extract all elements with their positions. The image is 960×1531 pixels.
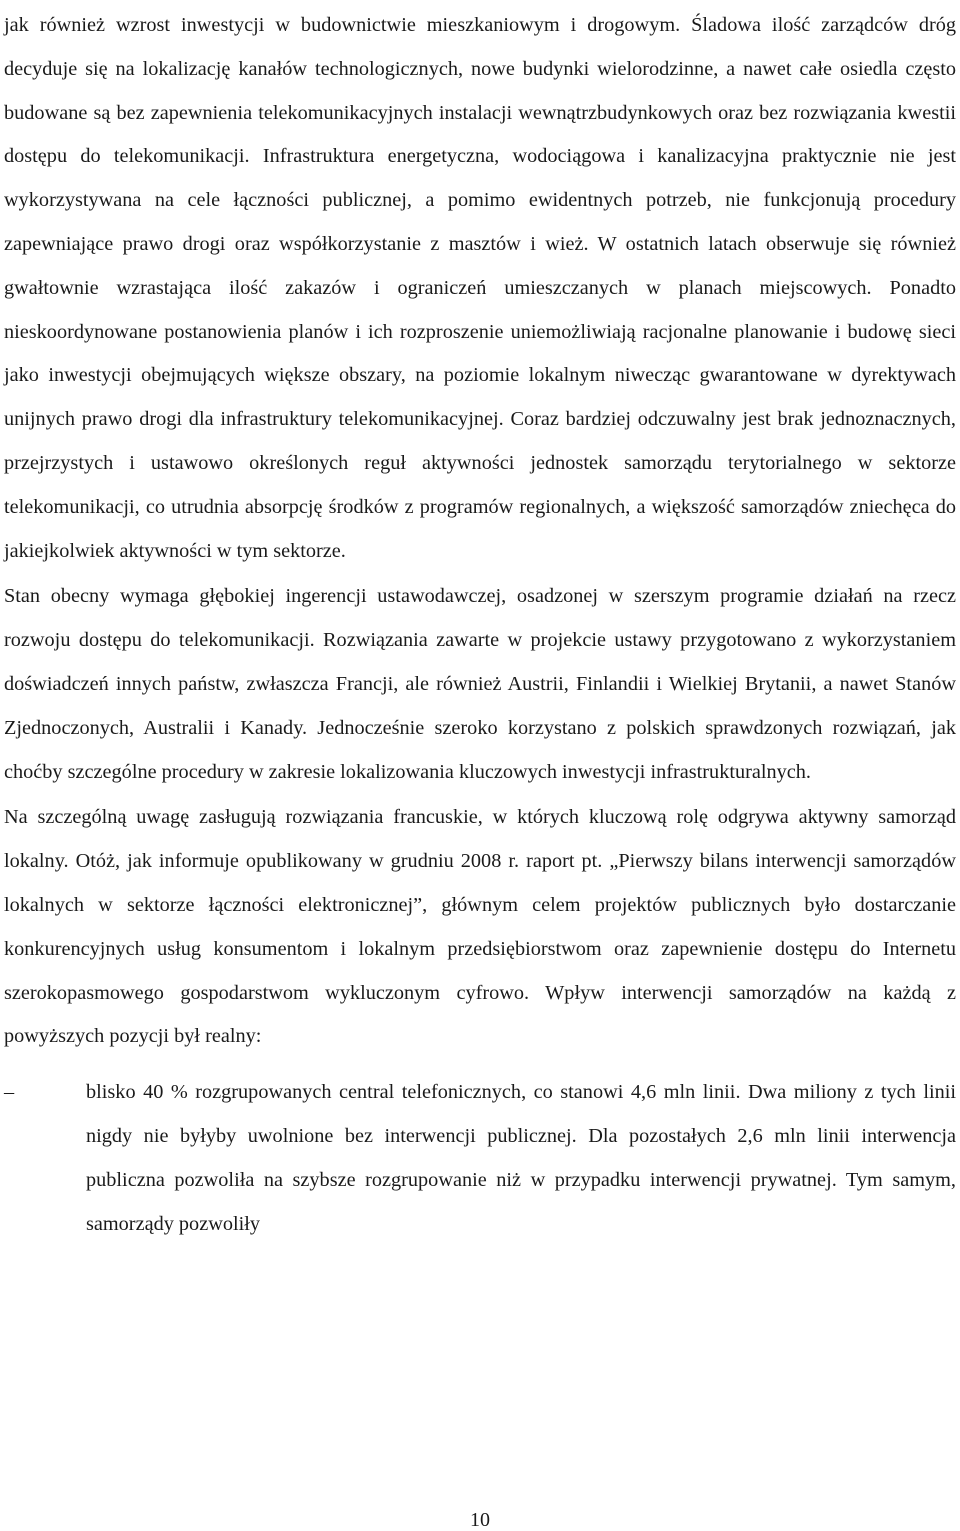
list-item-text: blisko 40 % rozgrupowanych central telefonicznych, co stanowi 4,6 mln linii. Dwa miliony z tych linii nigdy nie byłyby uwolnione bez interwencji publicznej. Dla pozostałych 2,6 mln linii interwencja publiczna pozwoliła na szybsze rozgrupowanie niż w przypadku interwencji prywatnej. Tym samym, samorządy pozwoliły [86, 1081, 956, 1235]
list-item [4, 1071, 956, 1246]
paragraph: Na szczególną uwagę zasługują rozwiązania francuskie, w których kluczową rolę odgrywa aktywny samorząd lokalny. Otóż, jak informuje opublikowany w grudniu 2008 r. raport pt. „Pierwszy bilans interwencji samorządów lokalnych w sektorze łączności elektronicznej”, głównym celem projektów publicznych było dostarczanie konkurencyjnych usług konsumentom i lokalnym przedsiębiorstwom oraz zapewnienie dostępu do Internetu szerokopasmowego gospodarstwom wykluczonym cyfrowo. Wpływ interwencji samorządów na każdą z powyższych pozycji był realny: [4, 806, 956, 1048]
bullet-list [4, 1071, 956, 1246]
paragraph: jak również wzrost inwestycji w budownictwie mieszkaniowym i drogowym. Śladowa ilość zarządców dróg decyduje się na lokalizację kanałów technologicznych, nowe budynki wielorodzinne, a nawet całe osiedla często budowane są bez zapewnienia telekomunikacyjnych instalacji wewnątrzbudynkowych oraz bez rozwiązania kwestii dostępu do telekomunikacji. Infrastruktura energetyczna, wodociągowa i kanalizacyjna praktycznie nie jest wykorzystywana na cele łączności publicznej, a pomimo ewidentnych potrzeb, nie funkcjonują procedury zapewniające prawo drogi oraz współkorzystanie z masztów i wież. W ostatnich latach obserwuje się również gwałtownie wzrastająca ilość zakazów i ograniczeń umieszczanych w planach miejscowych. Ponadto nieskoordynowane postanowienia planów i ich rozproszenie uniemożliwiają racjonalne planowanie i budowę sieci jako inwestycji obejmujących większe obszary, na poziomie lokalnym niwecząc gwarantowane w dyrektywach unijnych prawo drogi dla infrastruktury telekomunikacyjnej. Coraz bardziej odczuwalny jest brak jednoznacznych, przejrzystych i ustawowo określonych reguł aktywności jednostek samorządu terytorialnego w sektorze telekomunikacji, co utrudnia absorpcję środków z programów regionalnych, a większość samorządów zniechęca do jakiejkolwiek aktywności w tym sektorze. [4, 14, 956, 562]
page-number: 10 [470, 1509, 490, 1531]
paragraph: Stan obecny wymaga głębokiej ingerencji ustawodawczej, osadzonej w szerszym programie działań na rzecz rozwoju dostępu do telekomunikacji. Rozwiązania zawarte w projekcie ustawy przygotowano z wykorzystaniem doświadczeń innych państw, zwłaszcza Francji, ale również Austrii, Finlandii i Wielkiej Brytanii, a nawet Stanów Zjednoczonych, Australii i Kanady. Jednocześnie szeroko korzystano z polskich sprawdzonych rozwiązań, jak choćby szczególne procedury w zakresie lokalizowania kluczowych inwestycji infrastrukturalnych. [4, 585, 956, 783]
dash-bullet-icon: – [4, 1081, 15, 1104]
document-body [4, 4, 956, 1246]
